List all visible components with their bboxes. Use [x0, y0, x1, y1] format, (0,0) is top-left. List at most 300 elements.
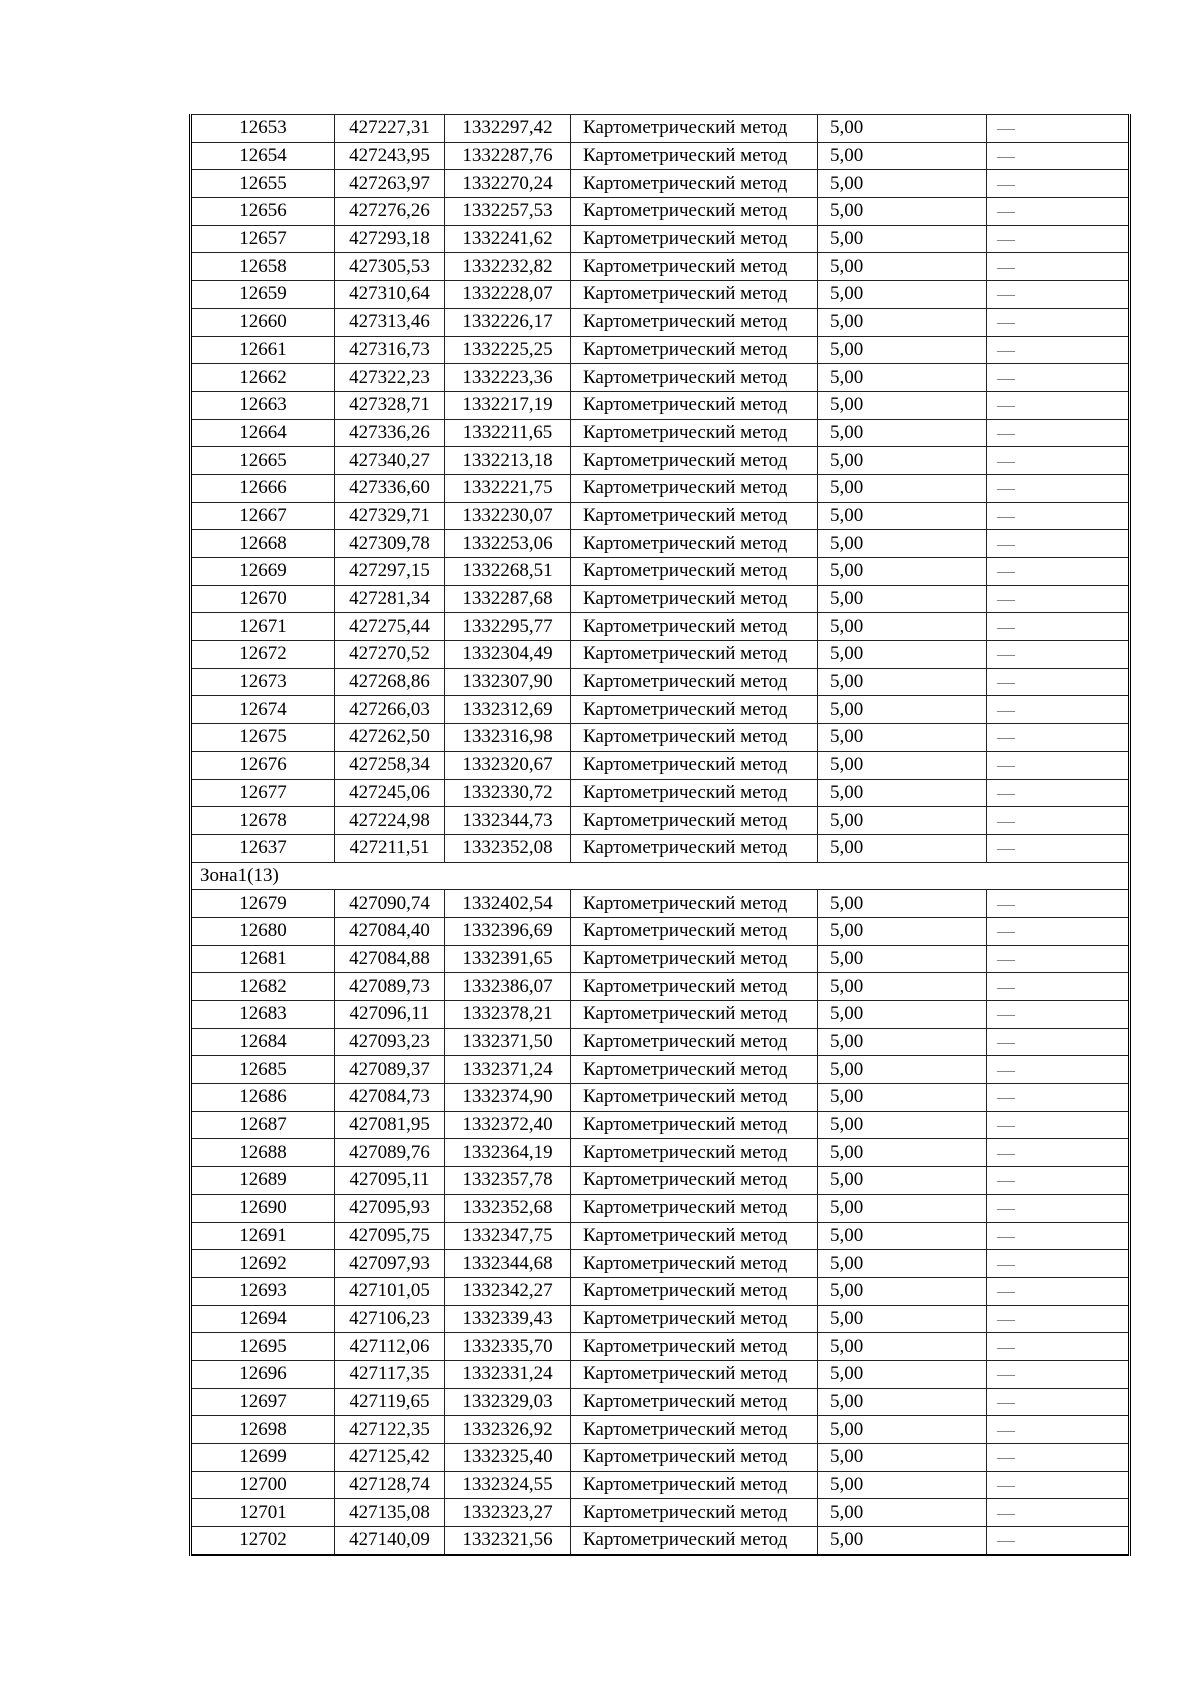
description-cell: — — [987, 1167, 1130, 1195]
method-cell: Картометрический метод — [571, 1333, 818, 1361]
y-coordinate-cell: 1332342,27 — [445, 1277, 571, 1305]
y-coordinate-cell: 1332228,07 — [445, 281, 571, 309]
table-row — [191, 641, 1130, 669]
y-coordinate-cell: 1332211,65 — [445, 419, 571, 447]
x-coordinate-cell: 427095,75 — [335, 1222, 445, 1250]
table-row — [191, 308, 1130, 336]
point-number-cell: 12674 — [191, 696, 335, 724]
error-cell: 5,00 — [818, 1388, 987, 1416]
x-coordinate-cell: 427245,06 — [335, 779, 445, 807]
method-cell: Картометрический метод — [571, 281, 818, 309]
table-row — [191, 1222, 1130, 1250]
point-number-cell: 12692 — [191, 1250, 335, 1278]
method-cell: Картометрический метод — [571, 807, 818, 835]
method-cell: Картометрический метод — [571, 834, 818, 862]
y-coordinate-cell: 1332217,19 — [445, 391, 571, 419]
description-cell: — — [987, 447, 1130, 475]
zone-label: Зона1(13) — [191, 862, 1130, 890]
y-coordinate-cell: 1332374,90 — [445, 1084, 571, 1112]
error-cell: 5,00 — [818, 1416, 987, 1444]
description-cell: — — [987, 1360, 1130, 1388]
description-cell: — — [987, 1527, 1130, 1555]
error-cell: 5,00 — [818, 253, 987, 281]
method-cell: Картометрический метод — [571, 1360, 818, 1388]
point-number-cell: 12655 — [191, 170, 335, 198]
error-cell: 5,00 — [818, 641, 987, 669]
description-cell: — — [987, 142, 1130, 170]
table-row — [191, 336, 1130, 364]
description-cell: — — [987, 1333, 1130, 1361]
y-coordinate-cell: 1332344,68 — [445, 1250, 571, 1278]
table-row — [191, 198, 1130, 226]
description-cell: — — [987, 1222, 1130, 1250]
table-row — [191, 973, 1130, 1001]
table-row — [191, 1388, 1130, 1416]
y-coordinate-cell: 1332344,73 — [445, 807, 571, 835]
error-cell: 5,00 — [818, 1471, 987, 1499]
y-coordinate-cell: 1332378,21 — [445, 1001, 571, 1029]
x-coordinate-cell: 427297,15 — [335, 558, 445, 586]
y-coordinate-cell: 1332226,17 — [445, 308, 571, 336]
error-cell: 5,00 — [818, 336, 987, 364]
description-cell: — — [987, 1084, 1130, 1112]
method-cell: Картометрический метод — [571, 1499, 818, 1527]
table-row — [191, 281, 1130, 309]
method-cell: Картометрический метод — [571, 253, 818, 281]
error-cell: 5,00 — [818, 142, 987, 170]
error-cell: 5,00 — [818, 308, 987, 336]
error-cell: 5,00 — [818, 890, 987, 918]
point-number-cell: 12677 — [191, 779, 335, 807]
error-cell: 5,00 — [818, 281, 987, 309]
point-number-cell: 12700 — [191, 1471, 335, 1499]
point-number-cell: 12682 — [191, 973, 335, 1001]
table-row — [191, 1305, 1130, 1333]
description-cell: — — [987, 364, 1130, 392]
y-coordinate-cell: 1332225,25 — [445, 336, 571, 364]
method-cell: Картометрический метод — [571, 1001, 818, 1029]
error-cell: 5,00 — [818, 1001, 987, 1029]
table-row — [191, 1277, 1130, 1305]
y-coordinate-cell: 1332371,50 — [445, 1028, 571, 1056]
x-coordinate-cell: 427106,23 — [335, 1305, 445, 1333]
table-row — [191, 225, 1130, 253]
description-cell: — — [987, 973, 1130, 1001]
table-row — [191, 1333, 1130, 1361]
x-coordinate-cell: 427262,50 — [335, 724, 445, 752]
point-number-cell: 12681 — [191, 945, 335, 973]
description-cell: — — [987, 696, 1130, 724]
y-coordinate-cell: 1332386,07 — [445, 973, 571, 1001]
table-row — [191, 1499, 1130, 1527]
coordinates-table — [189, 114, 1131, 1556]
description-cell: — — [987, 1001, 1130, 1029]
x-coordinate-cell: 427089,37 — [335, 1056, 445, 1084]
x-coordinate-cell: 427140,09 — [335, 1527, 445, 1555]
error-cell: 5,00 — [818, 1222, 987, 1250]
error-cell: 5,00 — [818, 1084, 987, 1112]
point-number-cell: 12656 — [191, 198, 335, 226]
x-coordinate-cell: 427089,76 — [335, 1139, 445, 1167]
table-row — [191, 1139, 1130, 1167]
description-cell: — — [987, 1388, 1130, 1416]
point-number-cell: 12689 — [191, 1167, 335, 1195]
point-number-cell: 12695 — [191, 1333, 335, 1361]
table-row — [191, 558, 1130, 586]
table-row — [191, 1111, 1130, 1139]
error-cell: 5,00 — [818, 419, 987, 447]
table-row — [191, 1416, 1130, 1444]
table-row — [191, 807, 1130, 835]
y-coordinate-cell: 1332241,62 — [445, 225, 571, 253]
method-cell: Картометрический метод — [571, 696, 818, 724]
table-row — [191, 1167, 1130, 1195]
point-number-cell: 12660 — [191, 308, 335, 336]
table-row — [191, 724, 1130, 752]
error-cell: 5,00 — [818, 751, 987, 779]
table-row — [191, 1471, 1130, 1499]
method-cell: Картометрический метод — [571, 585, 818, 613]
table-row — [191, 1056, 1130, 1084]
point-number-cell: 12664 — [191, 419, 335, 447]
y-coordinate-cell: 1332221,75 — [445, 474, 571, 502]
description-cell: — — [987, 253, 1130, 281]
x-coordinate-cell: 427128,74 — [335, 1471, 445, 1499]
point-number-cell: 12683 — [191, 1001, 335, 1029]
description-cell: — — [987, 308, 1130, 336]
description-cell: — — [987, 724, 1130, 752]
table-row — [191, 1001, 1130, 1029]
x-coordinate-cell: 427310,64 — [335, 281, 445, 309]
table-row — [191, 502, 1130, 530]
y-coordinate-cell: 1332223,36 — [445, 364, 571, 392]
x-coordinate-cell: 427258,34 — [335, 751, 445, 779]
point-number-cell: 12688 — [191, 1139, 335, 1167]
table-row — [191, 1194, 1130, 1222]
error-cell: 5,00 — [818, 170, 987, 198]
table-row — [191, 115, 1130, 143]
error-cell: 5,00 — [818, 1167, 987, 1195]
description-cell: — — [987, 336, 1130, 364]
description-cell: — — [987, 1250, 1130, 1278]
y-coordinate-cell: 1332331,24 — [445, 1360, 571, 1388]
table-row — [191, 142, 1130, 170]
method-cell: Картометрический метод — [571, 1250, 818, 1278]
x-coordinate-cell: 427112,06 — [335, 1333, 445, 1361]
point-number-cell: 12669 — [191, 558, 335, 586]
table-row — [191, 613, 1130, 641]
point-number-cell: 12658 — [191, 253, 335, 281]
method-cell: Картометрический метод — [571, 1277, 818, 1305]
table-row — [191, 474, 1130, 502]
table-row — [191, 696, 1130, 724]
method-cell: Картометрический метод — [571, 1416, 818, 1444]
y-coordinate-cell: 1332357,78 — [445, 1167, 571, 1195]
y-coordinate-cell: 1332257,53 — [445, 198, 571, 226]
error-cell: 5,00 — [818, 115, 987, 143]
x-coordinate-cell: 427336,26 — [335, 419, 445, 447]
table-row — [191, 834, 1130, 862]
error-cell: 5,00 — [818, 945, 987, 973]
x-coordinate-cell: 427095,93 — [335, 1194, 445, 1222]
y-coordinate-cell: 1332287,76 — [445, 142, 571, 170]
table-row — [191, 364, 1130, 392]
y-coordinate-cell: 1332352,68 — [445, 1194, 571, 1222]
method-cell: Картометрический метод — [571, 1222, 818, 1250]
description-cell: — — [987, 807, 1130, 835]
method-cell: Картометрический метод — [571, 364, 818, 392]
method-cell: Картометрический метод — [571, 724, 818, 752]
error-cell: 5,00 — [818, 613, 987, 641]
description-cell: — — [987, 890, 1130, 918]
y-coordinate-cell: 1332371,24 — [445, 1056, 571, 1084]
method-cell: Картометрический метод — [571, 1056, 818, 1084]
x-coordinate-cell: 427097,93 — [335, 1250, 445, 1278]
description-cell: — — [987, 1416, 1130, 1444]
method-cell: Картометрический метод — [571, 530, 818, 558]
error-cell: 5,00 — [818, 198, 987, 226]
description-cell: — — [987, 1139, 1130, 1167]
point-number-cell: 12685 — [191, 1056, 335, 1084]
x-coordinate-cell: 427243,95 — [335, 142, 445, 170]
error-cell: 5,00 — [818, 391, 987, 419]
method-cell: Картометрический метод — [571, 890, 818, 918]
y-coordinate-cell: 1332347,75 — [445, 1222, 571, 1250]
description-cell: — — [987, 668, 1130, 696]
x-coordinate-cell: 427268,86 — [335, 668, 445, 696]
method-cell: Картометрический метод — [571, 225, 818, 253]
description-cell: — — [987, 1305, 1130, 1333]
description-cell: — — [987, 1277, 1130, 1305]
error-cell: 5,00 — [818, 558, 987, 586]
method-cell: Картометрический метод — [571, 558, 818, 586]
table-row — [191, 253, 1130, 281]
description-cell: — — [987, 558, 1130, 586]
point-number-cell: 12686 — [191, 1084, 335, 1112]
table-row — [191, 530, 1130, 558]
x-coordinate-cell: 427095,11 — [335, 1167, 445, 1195]
error-cell: 5,00 — [818, 225, 987, 253]
error-cell: 5,00 — [818, 1277, 987, 1305]
point-number-cell: 12694 — [191, 1305, 335, 1333]
x-coordinate-cell: 427340,27 — [335, 447, 445, 475]
description-cell: — — [987, 751, 1130, 779]
x-coordinate-cell: 427135,08 — [335, 1499, 445, 1527]
y-coordinate-cell: 1332364,19 — [445, 1139, 571, 1167]
description-cell: — — [987, 613, 1130, 641]
point-number-cell: 12696 — [191, 1360, 335, 1388]
y-coordinate-cell: 1332213,18 — [445, 447, 571, 475]
method-cell: Картометрический метод — [571, 668, 818, 696]
x-coordinate-cell: 427336,60 — [335, 474, 445, 502]
error-cell: 5,00 — [818, 1333, 987, 1361]
y-coordinate-cell: 1332352,08 — [445, 834, 571, 862]
table-row — [191, 890, 1130, 918]
method-cell: Картометрический метод — [571, 973, 818, 1001]
table-row — [191, 1028, 1130, 1056]
description-cell: — — [987, 1444, 1130, 1472]
x-coordinate-cell: 427224,98 — [335, 807, 445, 835]
point-number-cell: 12679 — [191, 890, 335, 918]
method-cell: Картометрический метод — [571, 308, 818, 336]
table-row — [191, 917, 1130, 945]
y-coordinate-cell: 1332323,27 — [445, 1499, 571, 1527]
x-coordinate-cell: 427275,44 — [335, 613, 445, 641]
zone-header-row — [191, 862, 1130, 890]
table-row — [191, 391, 1130, 419]
point-number-cell: 12671 — [191, 613, 335, 641]
description-cell: — — [987, 225, 1130, 253]
description-cell: — — [987, 115, 1130, 143]
method-cell: Картометрический метод — [571, 115, 818, 143]
error-cell: 5,00 — [818, 1444, 987, 1472]
y-coordinate-cell: 1332325,40 — [445, 1444, 571, 1472]
x-coordinate-cell: 427089,73 — [335, 973, 445, 1001]
point-number-cell: 12701 — [191, 1499, 335, 1527]
x-coordinate-cell: 427316,73 — [335, 336, 445, 364]
error-cell: 5,00 — [818, 1111, 987, 1139]
x-coordinate-cell: 427122,35 — [335, 1416, 445, 1444]
x-coordinate-cell: 427119,65 — [335, 1388, 445, 1416]
error-cell: 5,00 — [818, 585, 987, 613]
table-row — [191, 1444, 1130, 1472]
x-coordinate-cell: 427305,53 — [335, 253, 445, 281]
method-cell: Картометрический метод — [571, 1388, 818, 1416]
description-cell: — — [987, 917, 1130, 945]
error-cell: 5,00 — [818, 1305, 987, 1333]
error-cell: 5,00 — [818, 502, 987, 530]
x-coordinate-cell: 427090,74 — [335, 890, 445, 918]
method-cell: Картометрический метод — [571, 336, 818, 364]
point-number-cell: 12672 — [191, 641, 335, 669]
description-cell: — — [987, 1471, 1130, 1499]
x-coordinate-cell: 427313,46 — [335, 308, 445, 336]
table-row — [191, 419, 1130, 447]
x-coordinate-cell: 427117,35 — [335, 1360, 445, 1388]
method-cell: Картометрический метод — [571, 779, 818, 807]
description-cell: — — [987, 1111, 1130, 1139]
table-row — [191, 447, 1130, 475]
table-row — [191, 1527, 1130, 1555]
point-number-cell: 12654 — [191, 142, 335, 170]
x-coordinate-cell: 427309,78 — [335, 530, 445, 558]
y-coordinate-cell: 1332391,65 — [445, 945, 571, 973]
y-coordinate-cell: 1332372,40 — [445, 1111, 571, 1139]
x-coordinate-cell: 427081,95 — [335, 1111, 445, 1139]
point-number-cell: 12687 — [191, 1111, 335, 1139]
method-cell: Картометрический метод — [571, 502, 818, 530]
point-number-cell: 12670 — [191, 585, 335, 613]
description-cell: — — [987, 474, 1130, 502]
y-coordinate-cell: 1332320,67 — [445, 751, 571, 779]
method-cell: Картометрический метод — [571, 1111, 818, 1139]
table-row — [191, 1250, 1130, 1278]
y-coordinate-cell: 1332321,56 — [445, 1527, 571, 1555]
description-cell: — — [987, 1056, 1130, 1084]
x-coordinate-cell: 427322,23 — [335, 364, 445, 392]
error-cell: 5,00 — [818, 668, 987, 696]
point-number-cell: 12684 — [191, 1028, 335, 1056]
y-coordinate-cell: 1332304,49 — [445, 641, 571, 669]
x-coordinate-cell: 427281,34 — [335, 585, 445, 613]
table-row — [191, 1084, 1130, 1112]
point-number-cell: 12653 — [191, 115, 335, 143]
error-cell: 5,00 — [818, 834, 987, 862]
point-number-cell: 12699 — [191, 1444, 335, 1472]
table-row — [191, 170, 1130, 198]
x-coordinate-cell: 427293,18 — [335, 225, 445, 253]
method-cell: Картометрический метод — [571, 1028, 818, 1056]
error-cell: 5,00 — [818, 1360, 987, 1388]
point-number-cell: 12691 — [191, 1222, 335, 1250]
point-number-cell: 12662 — [191, 364, 335, 392]
error-cell: 5,00 — [818, 1499, 987, 1527]
y-coordinate-cell: 1332396,69 — [445, 917, 571, 945]
method-cell: Картометрический метод — [571, 391, 818, 419]
x-coordinate-cell: 427096,11 — [335, 1001, 445, 1029]
table-row — [191, 751, 1130, 779]
coordinates-table-body — [191, 115, 1130, 1555]
point-number-cell: 12675 — [191, 724, 335, 752]
y-coordinate-cell: 1332324,55 — [445, 1471, 571, 1499]
point-number-cell: 12702 — [191, 1527, 335, 1555]
point-number-cell: 12693 — [191, 1277, 335, 1305]
point-number-cell: 12678 — [191, 807, 335, 835]
description-cell: — — [987, 834, 1130, 862]
y-coordinate-cell: 1332402,54 — [445, 890, 571, 918]
point-number-cell: 12667 — [191, 502, 335, 530]
x-coordinate-cell: 427093,23 — [335, 1028, 445, 1056]
table-row — [191, 668, 1130, 696]
error-cell: 5,00 — [818, 364, 987, 392]
x-coordinate-cell: 427270,52 — [335, 641, 445, 669]
description-cell: — — [987, 502, 1130, 530]
y-coordinate-cell: 1332268,51 — [445, 558, 571, 586]
description-cell: — — [987, 779, 1130, 807]
x-coordinate-cell: 427227,31 — [335, 115, 445, 143]
x-coordinate-cell: 427328,71 — [335, 391, 445, 419]
point-number-cell: 12676 — [191, 751, 335, 779]
method-cell: Картометрический метод — [571, 641, 818, 669]
method-cell: Картометрический метод — [571, 917, 818, 945]
point-number-cell: 12663 — [191, 391, 335, 419]
y-coordinate-cell: 1332329,03 — [445, 1388, 571, 1416]
method-cell: Картометрический метод — [571, 751, 818, 779]
x-coordinate-cell: 427329,71 — [335, 502, 445, 530]
method-cell: Картометрический метод — [571, 419, 818, 447]
y-coordinate-cell: 1332232,82 — [445, 253, 571, 281]
error-cell: 5,00 — [818, 1056, 987, 1084]
point-number-cell: 12698 — [191, 1416, 335, 1444]
x-coordinate-cell: 427266,03 — [335, 696, 445, 724]
y-coordinate-cell: 1332326,92 — [445, 1416, 571, 1444]
description-cell: — — [987, 391, 1130, 419]
method-cell: Картометрический метод — [571, 1305, 818, 1333]
error-cell: 5,00 — [818, 807, 987, 835]
error-cell: 5,00 — [818, 1028, 987, 1056]
table-row — [191, 585, 1130, 613]
y-coordinate-cell: 1332312,69 — [445, 696, 571, 724]
error-cell: 5,00 — [818, 696, 987, 724]
x-coordinate-cell: 427084,73 — [335, 1084, 445, 1112]
method-cell: Картометрический метод — [571, 1167, 818, 1195]
description-cell: — — [987, 530, 1130, 558]
y-coordinate-cell: 1332335,70 — [445, 1333, 571, 1361]
description-cell: — — [987, 1194, 1130, 1222]
y-coordinate-cell: 1332287,68 — [445, 585, 571, 613]
y-coordinate-cell: 1332330,72 — [445, 779, 571, 807]
method-cell: Картометрический метод — [571, 1471, 818, 1499]
